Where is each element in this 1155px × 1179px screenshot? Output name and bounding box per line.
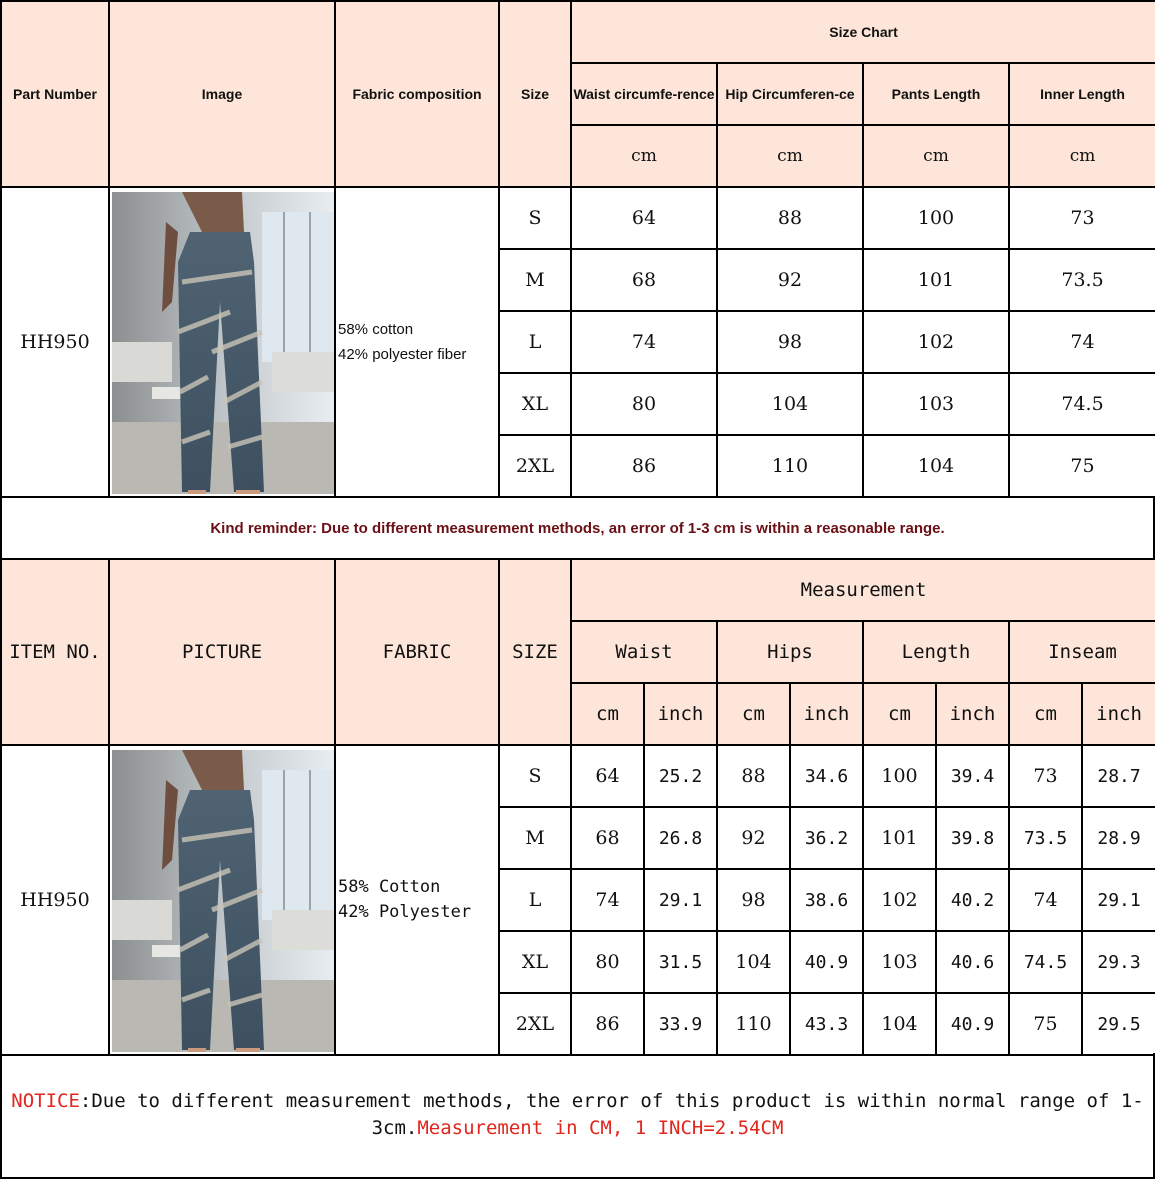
- unit-inch: inch: [936, 683, 1009, 745]
- kind-reminder: Kind reminder: Due to different measurement methods, an error of 1-3 cm is within a reasonable range.: [0, 496, 1155, 560]
- hips-inch-cell: 36.2: [790, 807, 863, 869]
- hip-cell: 98: [717, 311, 863, 373]
- inseam-inch-cell: 29.1: [1082, 869, 1155, 931]
- header-size-chart: Size Chart: [571, 1, 1155, 63]
- length-inch-cell: 39.8: [936, 807, 1009, 869]
- waist-cell: 74: [571, 311, 717, 373]
- length-cell: 103: [863, 373, 1009, 435]
- waist-inch-cell: 25.2: [644, 745, 717, 807]
- size-cell: 2XL: [499, 993, 571, 1055]
- hips-inch-cell: 38.6: [790, 869, 863, 931]
- hip-cell: 110: [717, 435, 863, 497]
- fabric-cell-1: [335, 187, 499, 497]
- size-cell: XL: [499, 373, 571, 435]
- jeans-photo: [112, 750, 335, 1052]
- jeans-photo: [112, 192, 335, 494]
- length-cell: 100: [863, 187, 1009, 249]
- waist-cell: 80: [571, 373, 717, 435]
- notice-box: [0, 1053, 1155, 1179]
- length-cell: 104: [863, 435, 1009, 497]
- length-cm-cell: 104: [863, 993, 936, 1055]
- unit-inch: inch: [644, 683, 717, 745]
- inseam-cm-cell: 73.5: [1009, 807, 1082, 869]
- header-inner-length: Inner Length: [1009, 63, 1155, 125]
- length-cm-cell: 100: [863, 745, 936, 807]
- unit-inch: inch: [790, 683, 863, 745]
- header-waist: Waist circumfe-rence: [571, 63, 717, 125]
- hips-cm-cell: 98: [717, 869, 790, 931]
- size-chart-table-1: [0, 0, 1155, 498]
- waist-cm-cell: 68: [571, 807, 644, 869]
- hips-inch-cell: 43.3: [790, 993, 863, 1055]
- header-part-number: Part Number: [1, 1, 109, 187]
- hips-cm-cell: 92: [717, 807, 790, 869]
- inner-length-cell: 74: [1009, 311, 1155, 373]
- waist-cell: 68: [571, 249, 717, 311]
- waist-inch-cell: 29.1: [644, 869, 717, 931]
- inseam-inch-cell: 28.9: [1082, 807, 1155, 869]
- hip-cell: 92: [717, 249, 863, 311]
- header-waist: Waist: [571, 621, 717, 683]
- size-cell: M: [499, 249, 571, 311]
- header-item-no: ITEM NO.: [1, 559, 109, 745]
- length-cm-cell: 101: [863, 807, 936, 869]
- size-cell: L: [499, 311, 571, 373]
- hips-inch-cell: 40.9: [790, 931, 863, 993]
- unit-cm: cm: [571, 683, 644, 745]
- hip-cell: 104: [717, 373, 863, 435]
- header-pants-length: Pants Length: [863, 63, 1009, 125]
- part-number: HH950: [1, 187, 109, 497]
- item-number: HH950: [1, 745, 109, 1055]
- waist-inch-cell: 26.8: [644, 807, 717, 869]
- unit-cm: cm: [863, 125, 1009, 187]
- length-inch-cell: 40.9: [936, 993, 1009, 1055]
- header-length: Length: [863, 621, 1009, 683]
- hips-cm-cell: 104: [717, 931, 790, 993]
- waist-cell: 86: [571, 435, 717, 497]
- inseam-inch-cell: 28.7: [1082, 745, 1155, 807]
- length-inch-cell: 39.4: [936, 745, 1009, 807]
- fabric-cell-2: [335, 745, 499, 1055]
- header-picture: PICTURE: [109, 559, 335, 745]
- length-cm-cell: 102: [863, 869, 936, 931]
- size-chart-table-2: [0, 558, 1155, 1056]
- inseam-cm-cell: 73: [1009, 745, 1082, 807]
- notice-body: :Due to different measurement methods, the error of this product is within normal range of 1-3cm.: [79, 1090, 1144, 1139]
- unit-cm: cm: [717, 125, 863, 187]
- waist-cm-cell: 74: [571, 869, 644, 931]
- notice-text: [2, 1088, 1153, 1142]
- size-cell: M: [499, 807, 571, 869]
- size-cell: S: [499, 745, 571, 807]
- header-measurement: Measurement: [571, 559, 1155, 621]
- inseam-inch-cell: 29.3: [1082, 931, 1155, 993]
- header-hip: Hip Circumferen-ce: [717, 63, 863, 125]
- size-cell: L: [499, 869, 571, 931]
- inner-length-cell: 74.5: [1009, 373, 1155, 435]
- hips-inch-cell: 34.6: [790, 745, 863, 807]
- header-size: SIZE: [499, 559, 571, 745]
- waist-inch-cell: 33.9: [644, 993, 717, 1055]
- header-hips: Hips: [717, 621, 863, 683]
- unit-inch: inch: [1082, 683, 1155, 745]
- hip-cell: 88: [717, 187, 863, 249]
- product-image-1: [109, 187, 335, 497]
- header-image: Image: [109, 1, 335, 187]
- waist-cm-cell: 80: [571, 931, 644, 993]
- product-image-2: [109, 745, 335, 1055]
- length-cm-cell: 103: [863, 931, 936, 993]
- fabric-line: 58% Cotton: [338, 877, 441, 897]
- size-cell: S: [499, 187, 571, 249]
- unit-cm: cm: [717, 683, 790, 745]
- fabric-line: 58% cotton: [338, 321, 414, 338]
- waist-cm-cell: 64: [571, 745, 644, 807]
- waist-inch-cell: 31.5: [644, 931, 717, 993]
- unit-cm: cm: [1009, 125, 1155, 187]
- length-cell: 101: [863, 249, 1009, 311]
- inseam-cm-cell: 75: [1009, 993, 1082, 1055]
- inseam-inch-cell: 29.5: [1082, 993, 1155, 1055]
- notice-label: NOTICE: [11, 1090, 80, 1112]
- inner-length-cell: 73: [1009, 187, 1155, 249]
- unit-cm: cm: [1009, 683, 1082, 745]
- unit-cm: cm: [863, 683, 936, 745]
- hips-cm-cell: 110: [717, 993, 790, 1055]
- header-size: Size: [499, 1, 571, 187]
- waist-cm-cell: 86: [571, 993, 644, 1055]
- size-cell: 2XL: [499, 435, 571, 497]
- inner-length-cell: 73.5: [1009, 249, 1155, 311]
- waist-cell: 64: [571, 187, 717, 249]
- unit-cm: cm: [571, 125, 717, 187]
- header-inseam: Inseam: [1009, 621, 1155, 683]
- size-cell: XL: [499, 931, 571, 993]
- inseam-cm-cell: 74: [1009, 869, 1082, 931]
- fabric-line: 42% Polyester: [338, 902, 472, 922]
- notice-conversion: Measurement in CM, 1 INCH=2.54CM: [417, 1117, 784, 1139]
- length-inch-cell: 40.6: [936, 931, 1009, 993]
- header-fabric: Fabric composition: [335, 1, 499, 187]
- inseam-cm-cell: 74.5: [1009, 931, 1082, 993]
- header-fabric: FABRIC: [335, 559, 499, 745]
- hips-cm-cell: 88: [717, 745, 790, 807]
- length-cell: 102: [863, 311, 1009, 373]
- length-inch-cell: 40.2: [936, 869, 1009, 931]
- fabric-line: 42% polyester fiber: [338, 346, 467, 363]
- inner-length-cell: 75: [1009, 435, 1155, 497]
